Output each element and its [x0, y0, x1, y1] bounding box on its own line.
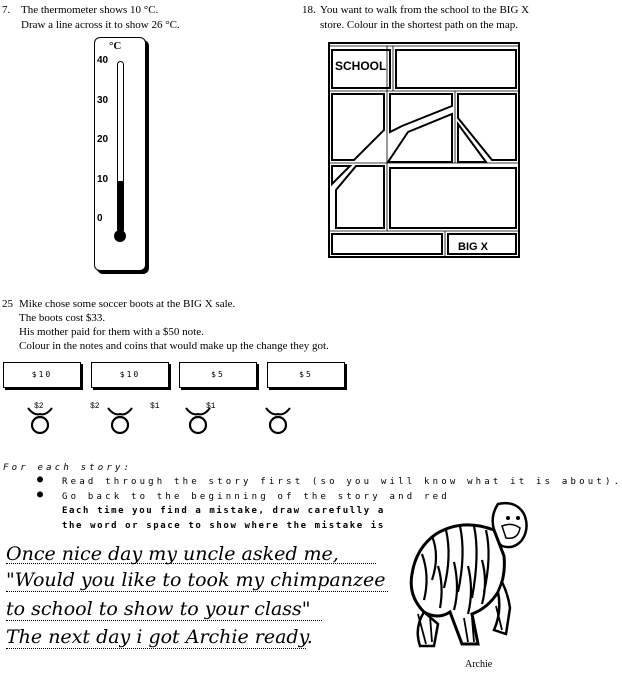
writing-line	[6, 563, 376, 564]
instruction-line: the word or space to show where the mistake is	[62, 521, 385, 531]
map-block[interactable]	[332, 234, 442, 254]
question-7	[2, 3, 262, 35]
coin-value: $2	[90, 402, 100, 411]
banknote[interactable]: $10	[3, 362, 81, 388]
scale-label: 0	[97, 213, 103, 224]
instruction-line: Read through the story first (so you will know what it is about).	[62, 477, 622, 487]
map-block[interactable]	[396, 50, 516, 88]
coin-icon[interactable]	[26, 406, 54, 436]
coin-group	[88, 402, 168, 436]
scale-label: 20	[97, 134, 109, 145]
story-line[interactable]: to school to show to your class"	[6, 598, 311, 620]
coin-value: $1	[206, 402, 216, 411]
chimpanzee-caption: Archie	[465, 659, 493, 670]
bullet-icon: ●	[37, 474, 44, 485]
question-text-line: Draw a line across it to show 26 °C.	[21, 19, 180, 31]
map-block[interactable]	[390, 168, 516, 228]
instruction-line: Go back to the beginning of the story and red	[62, 492, 450, 502]
question-text-line: store. Colour in the shortest path on the map.	[320, 19, 518, 31]
question-text-line: The boots cost $33.	[19, 312, 106, 324]
writing-line	[6, 620, 322, 621]
story-line[interactable]: The next day i got Archie ready.	[6, 626, 313, 648]
thermometer-tube	[117, 61, 124, 233]
question-number: 18.	[302, 4, 316, 16]
question-text-line: The thermometer shows 10 °C.	[21, 4, 159, 16]
story-heading: For each story:	[3, 463, 133, 473]
coin-icon[interactable]	[184, 406, 212, 436]
story-line[interactable]: "Would you like to took my chimpanzee	[6, 569, 386, 591]
thermometer-bulb	[114, 230, 126, 242]
street-map[interactable]	[328, 42, 520, 258]
writing-line	[6, 591, 388, 592]
coin-group	[178, 402, 258, 436]
question-number: 25	[2, 298, 13, 310]
question-18	[302, 3, 562, 35]
mercury-column	[118, 181, 123, 233]
thermometer[interactable]	[94, 37, 146, 271]
school-label: SCHOOL	[335, 59, 387, 73]
writing-line	[6, 648, 306, 649]
store-label: BIG X	[458, 241, 488, 253]
banknote[interactable]: $5	[267, 362, 345, 388]
coin-icon[interactable]	[264, 406, 292, 436]
question-text-line: His mother paid for them with a $50 note.	[19, 326, 204, 338]
instruction-line: Each time you find a mistake, draw carefully a	[62, 506, 385, 516]
question-text-line: Mike chose some soccer boots at the BIG X sale.	[19, 298, 236, 310]
scale-label: 40	[97, 55, 109, 66]
question-number: 7.	[2, 4, 11, 16]
question-25	[2, 297, 382, 359]
story-line[interactable]: Once nice day my uncle asked me,	[6, 543, 339, 565]
question-text-line: You want to walk from the school to the BIG X	[320, 4, 530, 16]
question-text-line: Colour in the notes and coins that would make up the change they got.	[19, 340, 329, 352]
thermometer-unit: °C	[109, 40, 122, 52]
bullet-icon: ●	[37, 489, 44, 500]
coin-value: $1	[150, 402, 160, 411]
banknote[interactable]: $10	[91, 362, 169, 388]
chimpanzee-illustration	[402, 496, 534, 654]
coin-icon[interactable]	[106, 406, 134, 436]
scale-label: 10	[97, 173, 109, 185]
scale-label: 30	[97, 94, 109, 106]
coin-group	[262, 402, 342, 436]
banknote[interactable]: $5	[179, 362, 257, 388]
coin-value: $2	[34, 402, 44, 411]
